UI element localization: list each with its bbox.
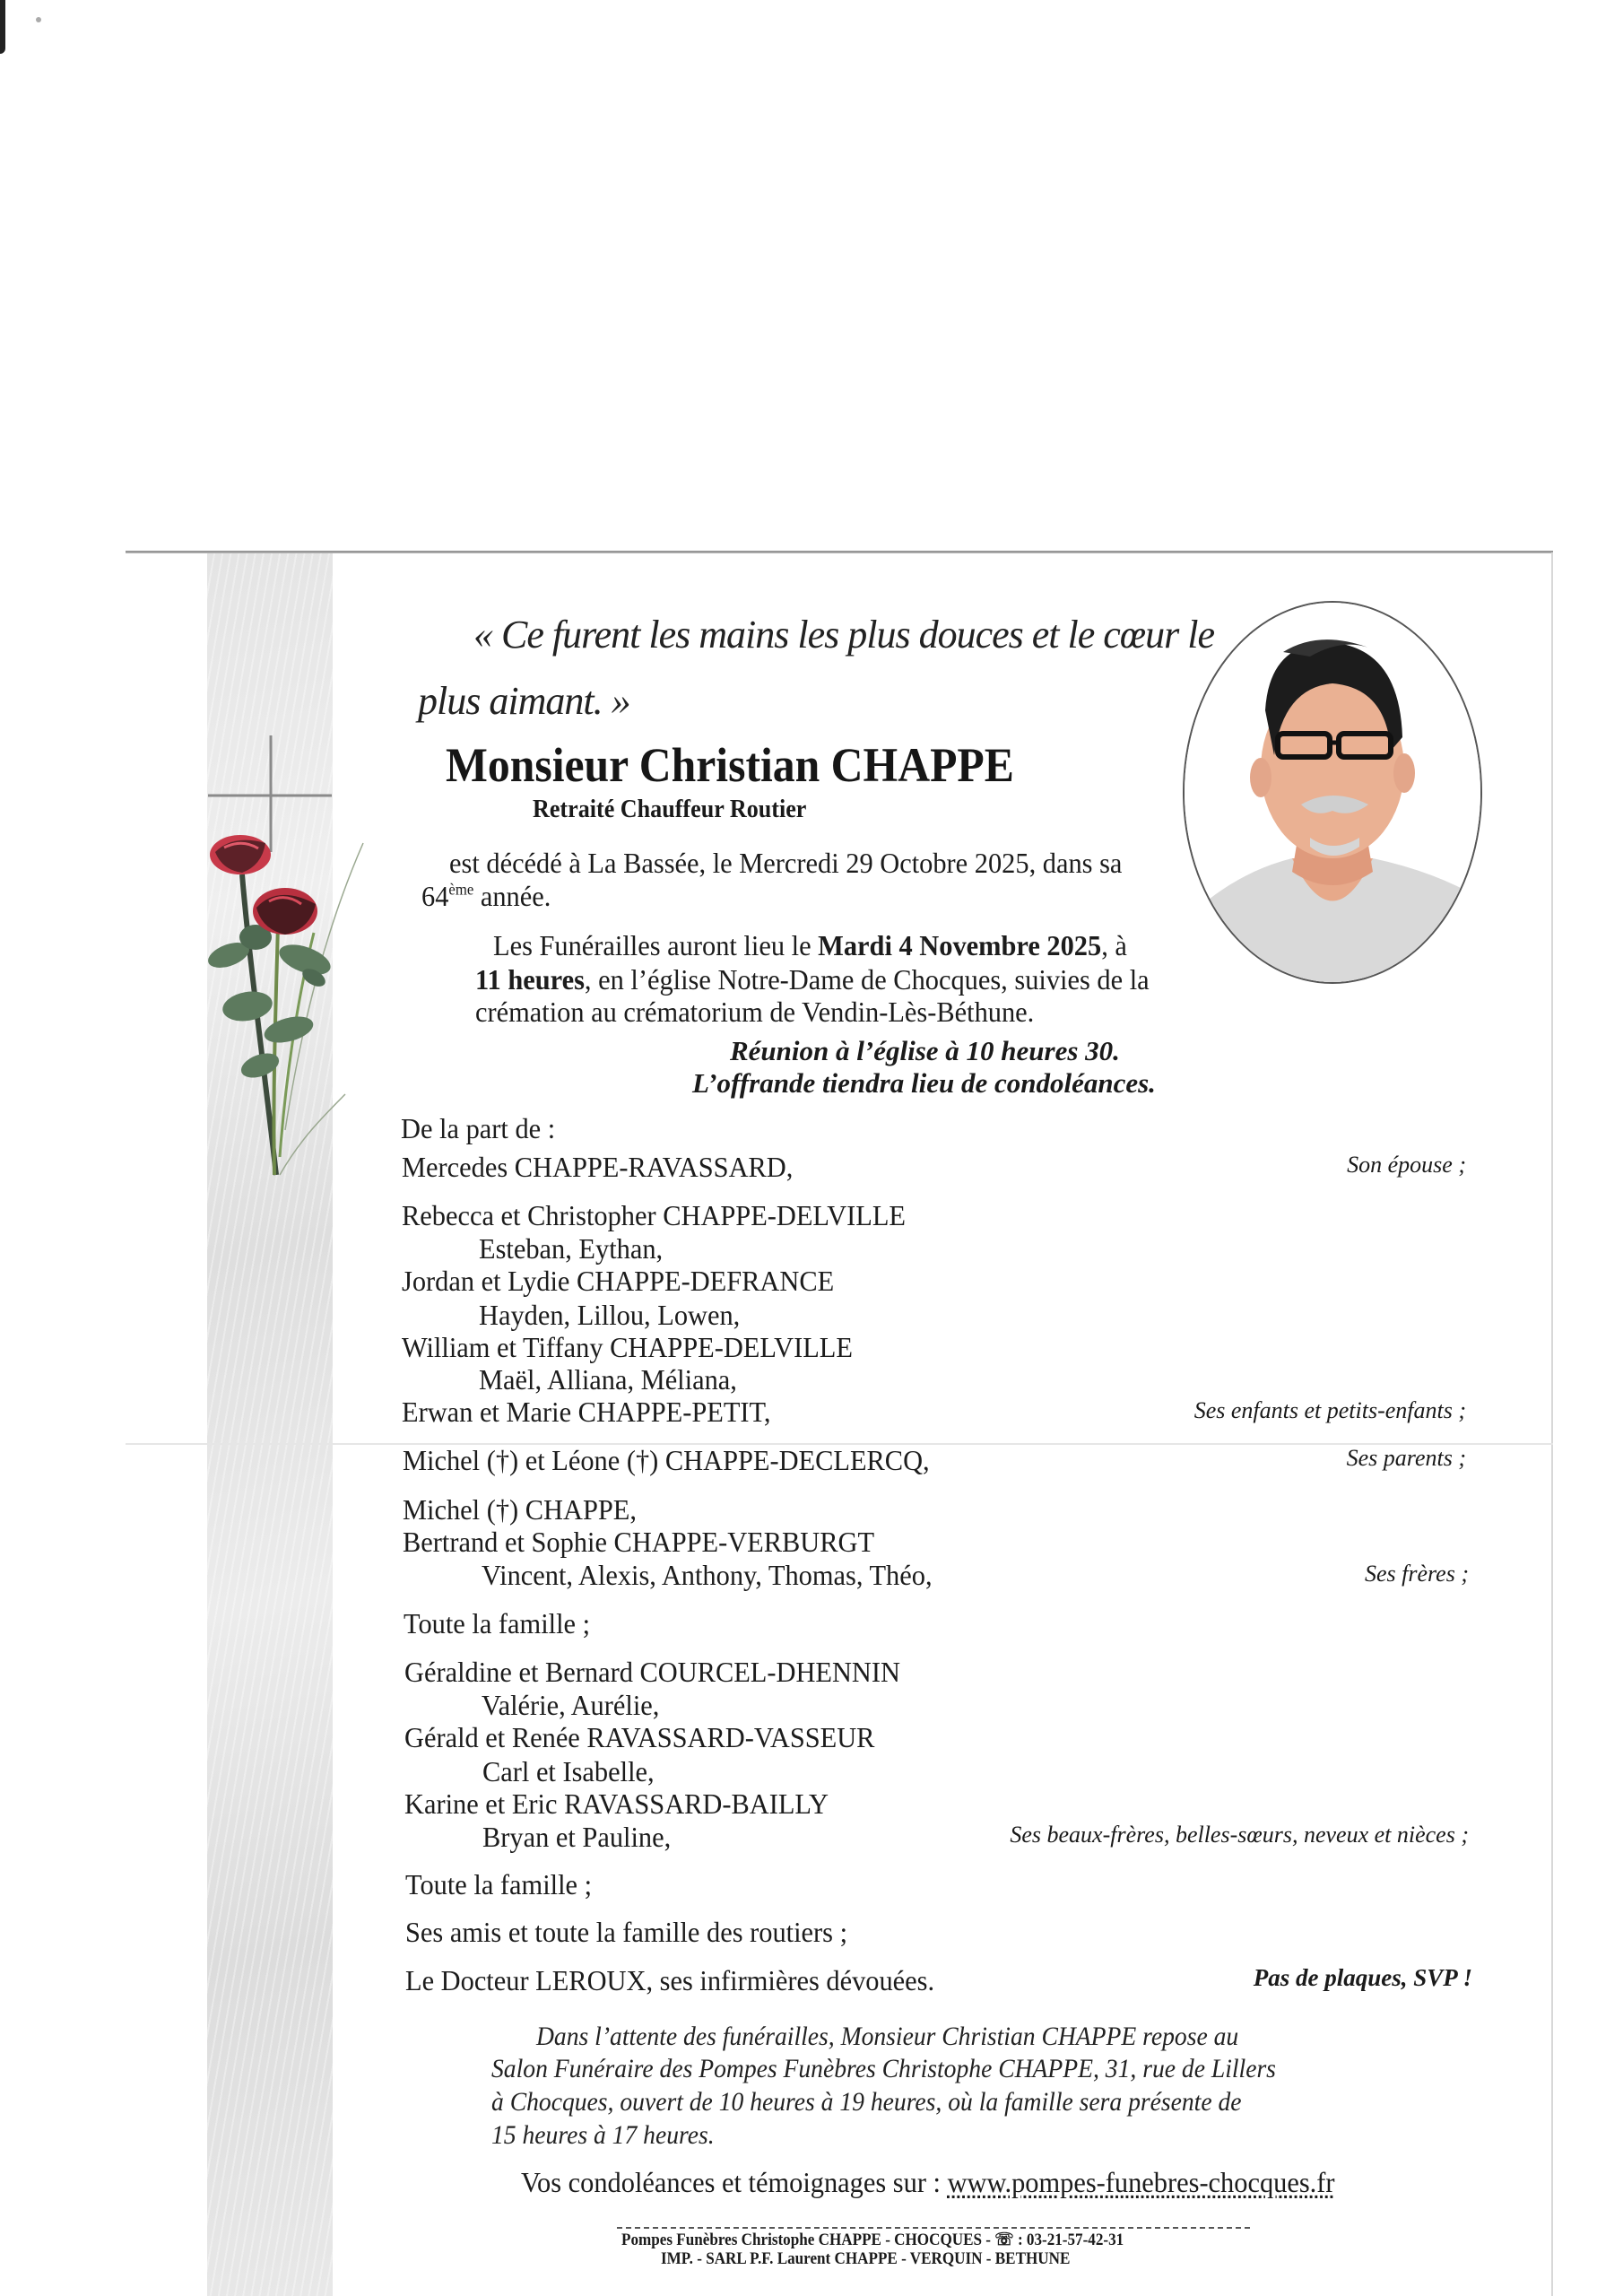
viewing-info-line: à Chocques, ouvert de 10 heures à 19 heures, où la famille sera présente de (491, 2087, 1242, 2117)
family-line: Mercedes CHAPPE-RAVASSARD, (402, 1151, 794, 1183)
epitaph-quote-line-2: plus aimant. » (418, 679, 630, 723)
funeral-time: 11 heures (475, 963, 585, 996)
rose-icon (253, 888, 317, 935)
family-line: Michel (†) et Léone (†) CHAPPE-DECLERCQ, (403, 1444, 930, 1476)
family-line: Le Docteur LEROUX, ses infirmières dévouées. (405, 1964, 935, 1996)
cross-and-roses-illustration (179, 709, 377, 1193)
deceased-name: Monsieur Christian CHAPPE (446, 738, 1014, 792)
age-number: 64 (421, 880, 449, 912)
footer-line-1 (621, 2230, 1124, 2250)
condolences-text: Vos condoléances et témoignages sur : (521, 2166, 948, 2198)
deceased-occupation: Retraité Chauffeur Routier (533, 795, 807, 823)
age-suffix: ème (448, 880, 474, 899)
viewing-info-line: 15 heures à 17 heures. (491, 2120, 715, 2150)
footer-separator (617, 2227, 1250, 2229)
family-line: Esteban, Eythan, (479, 1232, 664, 1265)
footer-text: Pompes Funèbres Christophe CHAPPE - CHOCQUES - (621, 2231, 995, 2249)
footer-phone: : 03-21-57-42-31 (1013, 2231, 1124, 2249)
family-intro: De la part de : (401, 1112, 556, 1144)
family-line: Bertrand et Sophie CHAPPE-VERBURGT (403, 1526, 875, 1558)
funeral-date: Mardi 4 Novembre 2025 (818, 929, 1102, 961)
epitaph-quote-line-1: « Ce furent les mains les plus douces et le cœur le (473, 613, 1215, 657)
rose-leaves (204, 925, 334, 1083)
scan-edge (0, 0, 5, 54)
family-line: Erwan et Marie CHAPPE-PETIT, (402, 1396, 771, 1428)
family-line: Rebecca et Christopher CHAPPE-DELVILLE (402, 1199, 906, 1231)
cremation-line: crémation au crématorium de Vendin-Lès-Béthune. (475, 996, 1035, 1028)
family-line: Hayden, Lillou, Lowen, (479, 1299, 741, 1331)
family-line: Carl et Isabelle, (482, 1755, 655, 1787)
relation-label: Ses beaux-frères, belles-sœurs, neveux et nièces ; (1010, 1822, 1469, 1848)
family-line: Karine et Eric RAVASSARD-BAILLY (404, 1787, 829, 1820)
relation-label: Ses frères ; (1364, 1561, 1469, 1587)
portrait-photo (1183, 601, 1482, 984)
family-line: Bryan et Pauline, (482, 1821, 672, 1853)
funeral-time-line (475, 963, 1150, 996)
funeral-text: Les Funérailles auront lieu le (493, 929, 819, 961)
viewing-info-line: Dans l’attente des funérailles, Monsieur Christian CHAPPE repose au (536, 2022, 1239, 2051)
footer-line-2: IMP. - SARL P.F. Laurent CHAPPE - VERQUIN - BETHUNE (661, 2249, 1071, 2268)
church-meeting: Réunion à l’église à 10 heures 30. (730, 1035, 1120, 1066)
age-line (421, 880, 551, 913)
family-line: Ses amis et toute la famille des routiers ; (405, 1916, 848, 1948)
family-line: Toute la famille ; (404, 1607, 591, 1639)
funeral-line (493, 929, 1127, 962)
condolences-line (521, 2166, 1335, 2199)
family-line: Michel (†) CHAPPE, (403, 1493, 637, 1526)
family-line: Gérald et Renée RAVASSARD-VASSEUR (404, 1721, 875, 1753)
family-line: Toute la famille ; (405, 1868, 593, 1900)
rose-icon (210, 835, 271, 874)
family-line: Vincent, Alexis, Anthony, Thomas, Théo, (482, 1559, 933, 1591)
family-line: Jordan et Lydie CHAPPE-DEFRANCE (402, 1265, 835, 1297)
family-line: William et Tiffany CHAPPE-DELVILLE (402, 1331, 853, 1363)
family-line: Valérie, Aurélie, (482, 1689, 660, 1721)
funeral-text: , à (1101, 929, 1127, 961)
relation-label: Ses parents ; (1346, 1445, 1466, 1471)
death-announcement: est décédé à La Bassée, le Mercredi 29 Octobre 2025, dans sa (449, 847, 1123, 879)
scan-speck (36, 17, 41, 22)
family-line: Maël, Alliana, Méliana, (479, 1363, 737, 1396)
right-border-line (1551, 552, 1553, 2296)
portrait-illustration (1185, 603, 1480, 982)
condolences-website-link[interactable]: www.pompes-funebres-chocques.fr (947, 2166, 1335, 2198)
relation-label: Ses enfants et petits-enfants ; (1193, 1397, 1466, 1423)
viewing-info-line: Salon Funéraire des Pompes Funèbres Christophe CHAPPE, 31, rue de Lillers (491, 2054, 1276, 2083)
top-border-line (126, 551, 1553, 553)
telephone-icon: ☏ (994, 2231, 1014, 2249)
relation-label: Son épouse ; (1347, 1152, 1466, 1178)
age-rest: année. (473, 880, 551, 912)
funeral-place: , en l’église Notre-Dame de Chocques, suivies de la (584, 963, 1150, 996)
cross-icon (208, 735, 332, 852)
family-line: Géraldine et Bernard COURCEL-DHENNIN (404, 1656, 900, 1688)
offering-note: L’offrande tiendra lieu de condoléances. (692, 1067, 1156, 1099)
no-plaques-note: Pas de plaques, SVP ! (1253, 1964, 1472, 1991)
